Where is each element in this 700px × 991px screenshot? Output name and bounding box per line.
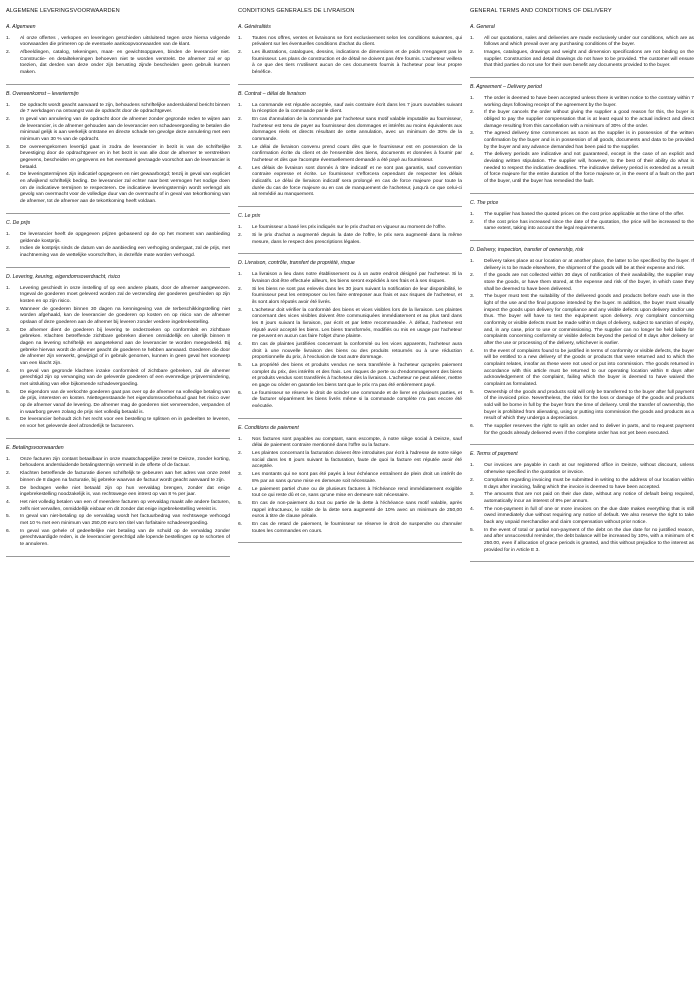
clause-text: Toutes nos offres, ventes et livraisons se font exclusivement selon les conditions suivantes, qui prévalent sur les éventuelles conditions d'achat du client. [252,35,462,48]
clause-text: De leverancier heeft de opgegeven prijzen gebaseerd op de op het moment van aanbieding geldende kostprijs. [20,231,230,244]
clause-number: 1. [470,96,475,102]
clause-number: 3. [6,327,11,333]
clause-item [470,463,694,476]
clause-number: 6. [6,417,11,423]
clause-item [6,307,230,327]
section-divider [6,84,230,85]
clause-number: 1. [238,272,243,278]
clause-number: 2. [6,306,11,312]
section-divider [238,253,462,254]
clause-number: 1. [6,102,11,108]
clause-text: Images, catalogues, drawings and weight and dimension specifications are not binding on the supplier. Construction and detail drawings do not have to be provided. The customer will ensure that third parties do not use for their own benefit any documents provided to the buyer. [484,50,694,69]
section-title: E. Betalingsvoorwaarden [6,444,64,451]
clause-text: Les montants qui ne sont pas été payés à leur échéance entraînent de plein droit un intérêt de 8% par an sans qu'une mise en demeure soit nécessaire. [252,472,462,484]
clause-item [6,328,230,368]
clause-text: De opdracht wordt geacht aanvaard te zijn, behoudens schriftelijke andersluidend bericht binnen de 7 werkdagen na ontvangst van de opdracht door de opdrachtgever. [20,102,230,115]
clause-item [6,500,230,513]
clause-item [238,287,462,307]
clause-number: 1. [470,211,475,217]
clause-text: Le délai de livraison convenu prend cours dès que le fournisseur est en possession de la confirmation écrite du client et de l'ensemble des biens, documents et données à fournir par l'acheteur et dès que l'acompte éventuellement demandé a été payé au fournisseur. [252,144,462,164]
clause-text: Het niet volledig betalen van een of meerdere facturen op vervaldag maakt alle andere facturen, zelfs niet vervallen, onmiddellijk eisbaar en dit zonder dat enige ingebrekestelling vereist is. [20,499,230,512]
clause-text: Klachten betreffende de facturatie dienen schriftelijk te gebeuren aan het adres van onze zetel binnen de 8 dagen na facturatie, bij gebreke waarvan de factuur wordt geacht aanvaard te zijn. [20,471,230,483]
clause-text: Si le prix d'achat a augmenté depuis la date de l'offre, le prix sera augmenté dans la même mesure, dans le respect des prescriptions légales. [252,232,462,245]
section-title: D. Levering, keuring, eigendomsoverdracht, risico [6,273,121,280]
clause-item [238,437,462,450]
clause-number: 3. [6,485,11,491]
clause-text: The non-payment in full of one or more invoices on the due date makes everything that is still owed immediately due without requiring any notice of default. We also reserve the right to take back any unpaid merchandise and claim compensation without prior notice. [484,506,694,525]
clause-number: 2. [6,471,11,477]
clause-text: La propriété des biens et produits vendus ne sera transférée à l'acheteur qu'après paiement complet du prix, des intérêts et des frais. Les risques de perte ou d'endommagement des biens et produits vendus sont transférés à l'acheteur dès la livraison. L'acheteur ne peut aliéner, mettre en gage ou céder en garantie les biens tant que le prix n'a pas été entièrement payé. [252,363,462,389]
clause-number: 5. [6,514,11,520]
clause-item [238,50,462,77]
clause-item [238,501,462,521]
clause-text: In the event of complaints found to be justified in terms of conformity or visible defects, the buyer will be entitled to a new delivery of the goods or products that were returned and to which the complaint relates, insofar as these were not used or put into commission. The goods returned in accordance with this article must be returned to our operating location within 8 days after acknowledgement of the complaint, failing which the buyer is deemed to have waived the complaint as formulated. [484,348,694,388]
clause-item [470,492,694,505]
clause-number: 1. [6,285,11,291]
clause-number: 3. [470,492,475,498]
clause-text: In geval van gehele of gedeeltelijke niet betaling van de schuld op de vervaldag zonder gerechtvaardigde reden, is de leverancier gerechtigd alle lopende bestellingen op te schorten of te annuleren. [20,528,230,547]
column-title: CONDITIONS GÉNÉRALES DE LIVRAISON [238,8,355,14]
clause-text: Si les biens ne sont pas enlevés dans les 30 jours suivant la notification de leur disponibilité, le fournisseur peut les entreposer ou les faire entreposer aux frais et aux risques de l'acheteur, et ils sont alors réputés avoir été livrés. [252,286,462,305]
section-divider [238,206,462,207]
section-title: D. Delivery, inspection, transfer of ownership, risk [470,246,584,253]
clause-item [238,117,462,144]
clause-item [238,225,462,232]
clause-number: 1. [6,35,11,41]
clause-text: Les illustrations, catalogues, dessins, indications de dimensions et de poids n'engagent pas le fournisseur. Les plans de construction et de détail ne doivent pas être fournis. L'acheteur veillera à ce que des tiers n'utilisent aucun de ces documents fournis à l'acheteur pour leur propre bénéfice. [252,50,462,76]
clause-number: 6. [470,424,475,430]
section [470,200,694,233]
section [470,84,694,186]
clause-number: 5. [470,389,475,395]
clause-item [6,286,230,306]
section-divider [470,77,694,78]
clause-text: If the buyer cancels the order without giving the supplier a good reason for this, the buyer is obliged to pay the supplier compensation that is at least equal to the actual indirect and direct damage resulting from this cancellation with a minimum of 30% of the order. [484,110,694,129]
clause-text: The supplier reserves the right to split an order and to deliver in parts, and to request payment for the goods already delivered even if the complete order has not yet been executed. [484,424,694,436]
section [238,213,462,246]
clause-text: De leveringstermijnen zijn indicatief opgegeven en niet gewaarborgd; tenzij in geval van expliciet en afwijkend schriftelijk beding. De leverancier zal echter naar best vermogen het nodige doen om de indicatieve termijnen te respecteren. De indicatieve leveringstermijn wordt verlengd als gevolg van overmacht voor de volledige duur van de overmacht of in geval van tekortkoming van de afnemer, tot de afnemer aan de tekortkoming heeft voldaan. [20,172,230,205]
clause-text: Al onze offertes , verkopen en leveringen geschieden uitsluitend tegen onze hierna volgende voorwaarden die primeren op de eventuele aankoopvoorwaarden van de klant. [20,35,230,48]
clause-item [470,36,694,49]
clause-number: 3. [470,131,475,137]
clause-text: Les délais de livraison sont donnés à titre indicatif et ne sont pas garantis, sauf convention contraire expresse et écrite. Le fournisseur s'efforcera cependant de respecter les délais indicatifs. Le délai de livraison indicatif sera prolongé en cas de force majeure pour toute la durée du cas de force majeure ou en cas de manquement de l'acheteur, jusqu'à ce que celui-ci ait remédié au manquement. [252,165,462,198]
clause-text: Le fournisseur se réserve le droit de scinder une commande et de livrer en plusieurs parties, et de facturer séparément les biens livrés même si la commande complète n'a pas encore été exécutée. [252,390,462,410]
clause-number: 6. [238,390,243,396]
clause-item [238,103,462,116]
section [6,220,230,260]
clause-number: 5. [238,363,243,369]
clause-text: All our quotations, sales and deliveries are made exclusively under our conditions, which are as follows and which prevail over any purchasing conditions of the buyer. [484,35,694,48]
clause-text: Levering geschiedt in onze instelling of op een andere plaats, door de afnemer aangewezen. Ingeval de goederen moet geleverd worden zal de verzending der goederen geschieden op zijn kosten en op zijn risico. [20,285,230,304]
clause-number: 1. [238,225,243,231]
clause-item [470,152,694,185]
clause-text: The agreed delivery time commences as soon as the supplier is in possession of the written confirmation by the buyer and is in possession of all goods, documents and data to be provided by the buyer and any advance demanded has been paid to the supplier. [484,131,694,150]
clause-number: 2. [238,286,243,292]
clause-text: The supplier has based the quoted prices on the cost price applicable at the time of the offer. [484,211,685,217]
clause-text: Complaints regarding invoicing must be submitted in writing to the address of our location within 8 days after invoicing, failing which the invoice is deemed to have been accepted. [484,477,694,490]
section-divider [470,561,694,562]
clause-item [238,233,462,246]
clause-text: Indien de kostprijs sinds de datum van de aanbieding een verhoging ondergaat, zal de prijs, met inachtneming van de wettelijke voorschriften, in dezelfde mate worden verhoogd. [20,246,230,258]
clause-number: 1. [6,456,11,462]
clause-item [6,457,230,470]
section [470,24,694,70]
clause-number: 1. [470,463,475,469]
clause-number: 2. [6,246,11,252]
clause-text: The order is deemed to have been accepted unless there is written notice to the contrary within 7 working days following receipt of the agreement by the buyer. [484,96,694,108]
clause-text: Ownership of the goods and products sold will only be transferred to the buyer after full payment of the invoiced price. Nevertheless, the risks for the loss or damage of the goods and products sold will be borne in full by the buyer from the time of delivery. Until the transfer of ownership, the buyer is prohibited from alienating, using or putting into commission the goods and products as a result of which they undergo a depreciation. [484,389,694,422]
clause-number: 4. [470,506,475,512]
clause-item [6,232,230,245]
clause-item [470,478,694,491]
clause-number: 5. [470,527,475,533]
dutch-column [6,8,230,991]
section [238,260,462,411]
clause-item [238,272,462,285]
clause-number: 4. [470,152,475,158]
section-divider [238,542,462,543]
clause-text: The buyer must test the suitability of the delivered goods and products before each use in the light of the use and the final purpose intended by the buyer. In addition, the buyer must visually inspect the goods upon delivery for compliance and any visible defects upon delivery and/or use thus. The buyer will have to test the equipment upon delivery. Any complaint concerning conformity or visible defects must be made within 8 days of delivery, subject to sanction of expiry, and, in any case, prior to use or commissioning. The supplier can no longer be held liable for complaints concerning conformity or visible defects beyond the period of 8 days after delivery or after the use or processing of the delivery, whichever is earlier. [484,294,694,347]
clause-item [470,528,694,555]
clause-text: Les plaintes concernant la facturation doivent être introduites par écrit à l'adresse de notre siège social dans les 8 jours suivant la facturation, faute de quoi la facture est réputée avoir été acceptée. [252,451,462,470]
clause-item [470,424,694,437]
clause-item [238,342,462,362]
clause-item [238,391,462,411]
clause-item [6,529,230,549]
clause-number: 3. [6,144,11,150]
columns-container [6,8,694,991]
clause-number: 4. [470,348,475,354]
clause-item [238,166,462,199]
section-divider [6,438,230,439]
clause-number: 2. [238,451,243,457]
column-title: ALGEMENE LEVERINGSVOORWAARDEN [6,8,120,14]
clause-number: 1. [470,258,475,264]
clause-item [6,486,230,499]
clause-text: En cas de non-paiement du tout ou partie de la dette à l'échéance sans motif valable, après rappel infructueux, le solde de la dette sera augmenté de 10% avec un minimum de 250,00 euros à titre de clause pénale. [252,500,462,520]
clause-number: 1. [6,231,11,237]
clause-number: 1. [238,436,243,442]
section-title: A. Généralités [238,23,271,30]
clause-item [470,294,694,347]
clause-text: De leverancier behoudt zich het recht voor een bestelling te splitsen en in gedeelten te leveren, en voor het geleverde deel afzonderlijk te factureren. [20,417,230,430]
section-divider [6,267,230,268]
clause-number: 4. [6,499,11,505]
clause-text: L'acheteur doit vérifier la conformité des biens et vices visibles lors de la livraison. Les plaintes concernant des vices visibles doivent être communiquées immédiatement et au plus tard dans les 8 jours suivant la livraison, par écrit et par lettre recommandée. À défaut, l'acheteur est réputé avoir accepté les biens. Les biens transformés, modifiés ou mis en usage par l'acheteur ne peuvent en aucun cas faire l'objet d'une plainte. [252,307,462,340]
section-title: E. Terms of payment [470,451,518,458]
clause-text: Afbeeldingen, catalog, tekeningen, maat- en gewichtsopgaven, binden de leverancier niet. Constructie- en detailtekeningen behoeven niet te worden verstrekt. De afnemer zal er op toezien, dat derden van deze onder zijn berusting zijnde bescheiden geen gebruik kunnen maken. [20,50,230,76]
clause-number: 3. [470,294,475,300]
clause-text: De afnemer dient de goederen bij levering te onderzoeken op conformiteit en zichtbare gebreken. Klachten betreffende zichtbare gebreken dienen onmiddellijk en uiterlijk binnen 8 dagen na levering schriftelijk en aangetekend aan de leverancier te worden meegedeeld. Bij gebreke hiervan wordt de afnemer geacht de goederen te hebben aanvaard. Goederen die door de afnemer zijn verwerkt, gewijzigd of in gebruik genomen, kunnen in geen geval het voorwerp van een klacht zijn. [20,327,230,367]
clause-text: In geval van niet-betaling op de vervaldag wordt het factuurbedrag van rechtswege verhoogd met 10 % met een minimum van 250,00 euro ten titel van forfaitaire schadevergoeding. [20,514,230,526]
clause-item [238,308,462,341]
clause-item [470,259,694,272]
clause-item [6,117,230,144]
clause-text: De bedragen welke niet betaald zijn op hun vervaldag brengen, zonder dat enige ingebrekestelling noodzakelijk is, van rechtswege een intrest op van 8 % per jaar. [20,485,230,498]
section [238,91,462,199]
clause-item [6,145,230,172]
clause-text: En cas de plaintes justifiées concernant la conformité ou les vices apparents, l'acheteur aura droit à une nouvelle livraison des biens ou des produits retournés ou à une réduction proportionnelle du prix, à l'exclusion de tout autre dommage. [252,342,462,361]
section [6,445,230,549]
clause-item [6,103,230,116]
section-title: C. Le prix [238,213,261,220]
clause-text: In geval van gegronde klachten inzake conformiteit of zichtbare gebreken, zal de afnemer gerechtigd zijn op vervanging van de geleverde goederen of een evenredige prijsvermindering, met uitsluiting van elke bijkomende schadevergoeding. [20,368,230,388]
clause-number: 2. [470,219,475,225]
clause-item [238,363,462,390]
clause-number: 2. [6,50,11,55]
clause-text: If the cost price has increased since the date of the quotation, the price will be increased to the same extent, taking into account the legal requirements. [484,219,694,232]
section-title: D. Livraison, contrôle, transfert de propriété, risque [238,260,355,267]
clause-number: 3. [238,307,243,313]
clause-item [470,349,694,389]
clause-number: 1. [238,35,243,41]
section-title: A. Algemeen [6,23,36,30]
clause-text: The amounts that are not paid on their due date, without any notice of default being required, automatically incur an interest of 8% per annum. [484,492,694,504]
clause-number: 6. [6,528,11,534]
clause-number: 3. [238,472,243,478]
clause-item [470,50,694,70]
section [238,425,462,535]
section [238,24,462,77]
clause-item [6,50,230,77]
section-divider [6,556,230,557]
section-divider [470,240,694,241]
section [6,24,230,77]
section-title: A. General [470,23,495,30]
clause-number: 4. [238,165,243,171]
section [6,91,230,206]
clause-item [470,273,694,293]
clause-number: 2. [470,50,475,55]
clause-item [238,145,462,165]
clause-number: 2. [470,110,475,116]
clause-number: 2. [470,273,475,279]
clause-item [238,522,462,535]
clause-text: If the goods are not collected within 30 days of notification of their availability, the supplier may store the goods, or have them stored, at the expense and risk of the buyer, in which case they shall be deemed to have been delivered. [484,273,694,292]
clause-text: La commande est réputée acceptée, sauf avis contraire écrit dans les 7 jours ouvrables suivant la réception de la commande par le client. [252,102,462,115]
clause-number: 6. [238,521,243,527]
clause-item [470,96,694,109]
clause-text: Wanneer de goederen binnen 30 dagen na kennisgeving van de terbeschikkingstelling niet worden afgehaald, kan de leverancier de goederen op kosten en op risico van de afnemer opslaan of deze goederen aan de afnemer bij leveren zonder verdere ingebrekestelling. [20,306,230,325]
section-divider [238,84,462,85]
section-title: E. Conditions de paiement [238,424,299,431]
clause-item [238,487,462,500]
section [470,247,694,438]
clause-number: 5. [238,500,243,506]
clause-item [6,417,230,430]
clause-item [470,212,694,219]
clause-number: 1. [238,102,243,108]
section-title: C. De prijs [6,219,31,226]
section-title: B. Contrat – délai de livraison [238,90,306,97]
french-column [238,8,462,991]
section [470,451,694,554]
clause-text: In geval van annulering van de opdracht door de afnemer zonder gegronde reden te wijten aan de leverancier, is de afnemer gehouden aan de leverancier een schadevergoeding te betalen die minimaal gelijk is aan werkelijk ontstane en directe schade ten gevolge deze annulering met een minimum van 30 % van de opdracht. [20,117,230,143]
clause-text: Our invoices are payable in cash at our registered office in Deinze, without discount, unless otherwise specified in the quotation or invoice. [484,463,694,476]
clause-number: 4. [6,172,11,178]
clause-text: Le paiement partiel d'une ou de plusieurs factures à l'échéance rend immédiatement exigible tout ce qui reste dû et ce, sans qu'une mise en demeure soit nécessaire. [252,486,462,499]
clause-item [470,390,694,423]
clause-number: 4. [238,342,243,348]
section-divider [6,213,230,214]
clause-item [6,36,230,49]
column-title: GENERAL TERMS AND CONDITIONS OF DELIVERY [470,8,612,14]
clause-number: 4. [6,368,11,374]
clause-text: Onze facturen zijn contant betaalbaar in onze maatschappelijke zetel te Deinze, zonder korting, behoudens andersluidende betalingstermijn vermeld in de offerte of de factuur. [20,456,230,469]
clause-text: La livraison a lieu dans notre établissement ou à un autre endroit désigné par l'acheteur. Si la livraison doit être effectuée ailleurs, les biens seront expédiés à ses frais et à ses risques. [252,272,462,284]
clause-text: Nos factures sont payables au comptant, sans escompte, à notre siège social à Deinze, sauf délai de paiement contraire mentionné dans l'offre ou la facture. [252,436,462,449]
clause-number: 2. [238,232,243,238]
clause-item [238,36,462,49]
english-column [470,8,694,991]
clause-item [470,110,694,130]
clause-number: 5. [6,389,11,395]
clause-item [238,472,462,485]
clause-number: 2. [6,117,11,123]
clause-text: Delivery takes place at our location or at another place, the latter to be specified by the buyer. If delivery is to be made elsewhere, the shipment of the goods will be at their expense and risk. [484,258,694,271]
clause-item [6,369,230,389]
section [6,274,230,431]
clause-item [6,246,230,259]
clause-item [470,220,694,233]
clause-text: The delivery periods are indicative and not guaranteed, except in the case of an explicit and deviating written stipulation. The supplier will, however, to the best of their ability do what is needed to respect the indicative deadlines. The indicative delivery period is extended as a result of force majeure for the entire duration of the force majeure or, in the event of a fault on the part of the buyer, until the buyer has remedied the fault. [484,152,694,185]
clause-item [6,390,230,417]
clause-text: Le fournisseur a basé les prix indiqués sur le prix d'achat en vigueur au moment de l'offre. [252,225,447,231]
section-title: B. Agreement – Delivery period [470,84,542,91]
section-divider [470,444,694,445]
clause-number: 4. [238,486,243,492]
clause-number: 2. [470,477,475,483]
clause-text: De overeengekomen levertijd gaat in zodra de leverancier in bezit is van de schriftelijke bevestiging door de opdrachtgever en in het bezit is van alle door de afnemer te verstrekken gegevens, bescheiden en gegevens en het eventueel gevraagde voorschot aan de leverancier is betaald. [20,144,230,170]
section-divider [470,193,694,194]
clause-item [470,507,694,527]
clause-number: 1. [470,35,475,41]
clause-text: En cas de retard de paiement, le fournisseur se réserve le droit de suspendre ou d'annuler toutes les commandes en cours. [252,521,462,534]
section-title: B. Overeenkomst – levertermijn [6,90,79,97]
section-title: C. The price [470,199,499,206]
clause-text: En cas d'annulation de la commande par l'acheteur sans motif valable imputable au fournisseur, l'acheteur est tenu de payer au fournisseur des dommages et intérêts au moins équivalents aux dommages réels et directs résultant de cette annulation, avec un minimum de 30% de la commande. [252,117,462,143]
section-divider [238,418,462,419]
clause-item [6,172,230,205]
clause-text: In the event of total or partial non-payment of the debt on the due date for no justified reason, and after unsuccessful reminder, the debt balance will be increased by 10%, with a minimum of € 250.00, even if allocation of grace periods is granted, and this without prejudice to the interest as provided for in Article E 3. [484,527,694,553]
clause-number: 2. [238,50,243,55]
clause-text: De eigendom van de verkochte goederen gaat pas over op de afnemer na volledige betaling van de prijs, interesten en kosten. Niettegenstaande het eigendomsvoorbehoud gaat het risico over op de afnemer vanaf de levering. De afnemer mag de goederen niet vervreemden, verpanden of in waarborg geven zolang de prijs niet volledig betaald is. [20,389,230,415]
clause-item [6,514,230,527]
clause-number: 2. [238,117,243,123]
clause-item [470,131,694,151]
clause-number: 3. [238,144,243,150]
clause-item [238,451,462,471]
clause-item [6,471,230,484]
